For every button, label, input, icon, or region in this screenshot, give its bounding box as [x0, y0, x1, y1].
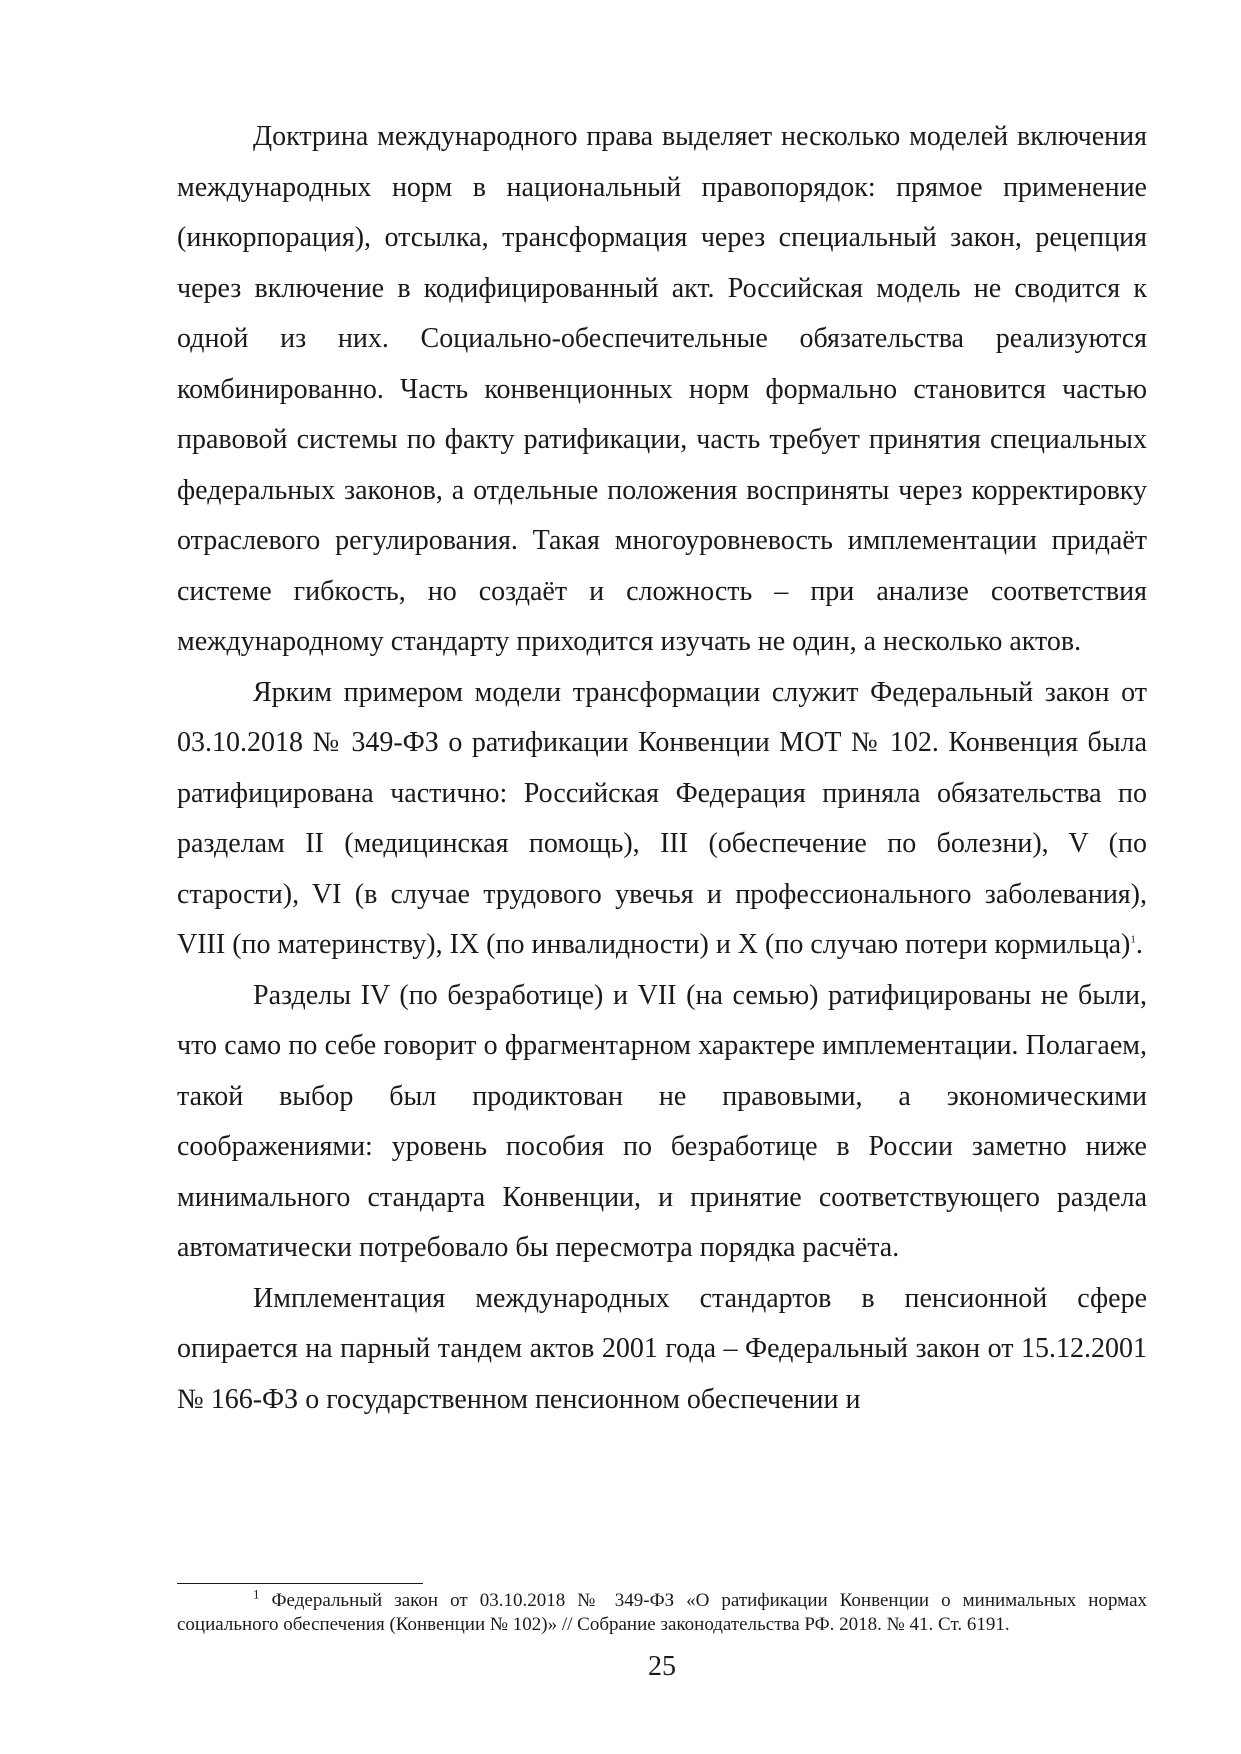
paragraph-4: Имплементация международных стандартов в пенсионной сфере опирается на парный тандем актов 2001 года – Федеральный закон от 15.12.2001 № 166-ФЗ о государственном пенсионном обеспечении и [177, 1282, 1147, 1415]
paragraph-2-end: . [1135, 929, 1143, 960]
paragraph-2-text: Ярким примером модели трансформации служит Федеральный закон от 03.10.2018 № 349-ФЗ о ратификации Конвенции МОТ № 102. Конвенция была ратифицирована частично: Российская Федерация приняла обязательства по разделам II (медицинская помощь), III (обеспечение по болезни), V (по старости), VI (в случае трудового увечья и профессионального заболевания), VIII (по материнству), IX (по инвалидности) и X (по случаю потери кормильца) [177, 676, 1147, 960]
footnote-separator [177, 1583, 423, 1584]
paragraph-3: Разделы IV (по безработице) и VII (на семью) ратифицированы не были, что само по себе говорит о фрагментарном характере имплементации. Полагаем, такой выбор был продиктован не правовыми, а экономическими соображениями: уровень пособия по безработице в России заметно ниже минимального стандарта Конвенции, и принятие соответствующего раздела автоматически потребовало бы пересмотра порядка расчёта. [177, 979, 1147, 1263]
page-body [177, 112, 1147, 1425]
footnote [177, 1586, 1147, 1637]
footnote-text: Федеральный закон от 03.10.2018 № 349-ФЗ «О ратификации Конвенции о минимальных нормах социального обеспечения (Конвенции № 102)» // Собрание законодательства РФ. 2018. № 41. Ст. 6191. [177, 1590, 1147, 1635]
paragraph-1: Доктрина международного права выделяет несколько моделей включения международных норм в национальный правопорядок: прямое применение (инкорпорация), отсылка, трансформация через специальный закон, рецепция через включение в кодифицированный акт. Российская модель не сводится к одной из них. Социально-обеспечительные обязательства реализуются комбинированно. Часть конвенционных норм формально становится частью правовой системы по факту ратификации, часть требует принятия специальных федеральных законов, а отдельные положения восприняты через корректировку отраслевого регулирования. Такая многоуровневость имплементации придаёт системе гибкость, но создаёт и сложность – при анализе соответствия международному стандарту приходится изучать не один, а несколько актов. [177, 121, 1147, 657]
page-number: 25 [648, 1651, 676, 1682]
footnote-number: 1 [253, 1586, 260, 1602]
footnote-reference[interactable]: 1 [1130, 933, 1136, 946]
paragraph-2 [177, 668, 1147, 971]
